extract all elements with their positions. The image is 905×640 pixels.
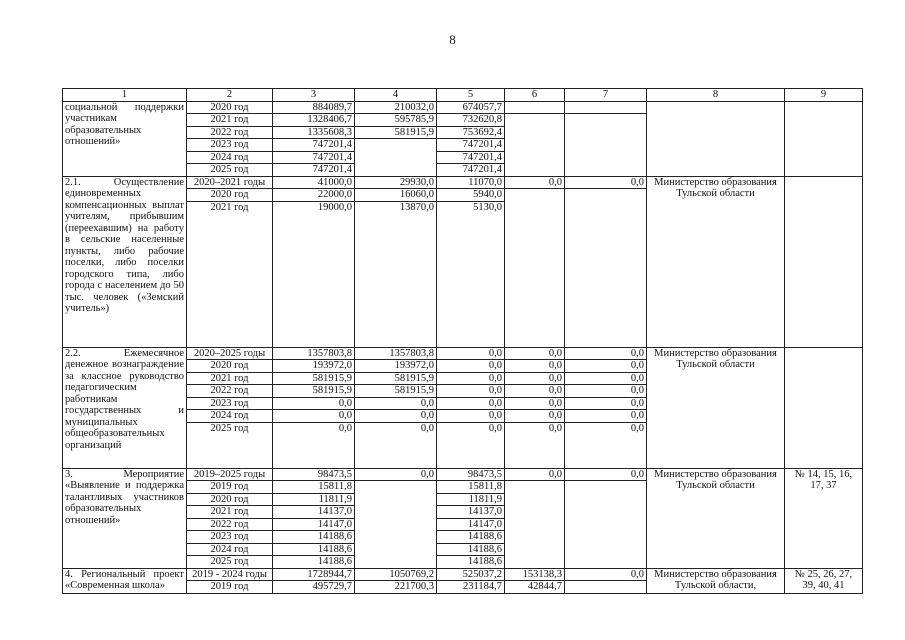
responsible-cell: Министерство образования Тульской области, bbox=[647, 568, 785, 593]
total-cell: 14147,0 bbox=[273, 518, 355, 531]
indicator-cell bbox=[785, 347, 863, 468]
regional-cell: 0,0 bbox=[437, 372, 505, 385]
total-cell: 41000,0 bbox=[273, 176, 355, 189]
federal-cell: 0,0 bbox=[355, 410, 437, 423]
total-cell: 0,0 bbox=[273, 397, 355, 410]
local-cell: 42844,7 bbox=[505, 581, 565, 594]
year-cell: 2025 год bbox=[187, 556, 273, 569]
activity-description: 4. Региональный проект «Современная школа» bbox=[63, 568, 187, 593]
local-cell bbox=[505, 101, 565, 114]
other-cell: 0,0 bbox=[565, 372, 647, 385]
activity-description: 2.2. Ежемесячное денежное вознаграждение за классное руководство педагогическим работникам государственных и муниципальных общеобразовательных организаций bbox=[63, 347, 187, 468]
responsible-cell: Министерство образования Тульской области bbox=[647, 176, 785, 347]
federal-cell: 595785,9 bbox=[355, 114, 437, 127]
local-cell: 0,0 bbox=[505, 385, 565, 398]
total-cell: 19000,0 bbox=[273, 201, 355, 347]
regional-cell: 0,0 bbox=[437, 347, 505, 360]
header-cell: 9 bbox=[785, 89, 863, 102]
federal-cell: 1050769,2 bbox=[355, 568, 437, 581]
total-cell: 747201,4 bbox=[273, 151, 355, 164]
empty-cell bbox=[273, 434, 355, 468]
year-cell: 2021 год bbox=[187, 201, 273, 347]
indicator-cell bbox=[785, 101, 863, 176]
header-cell: 7 bbox=[565, 89, 647, 102]
regional-cell: 14188,6 bbox=[437, 531, 505, 544]
total-cell: 14188,6 bbox=[273, 543, 355, 556]
regional-cell: 747201,4 bbox=[437, 151, 505, 164]
indicator-cell bbox=[785, 176, 863, 347]
year-cell: 2022 год bbox=[187, 518, 273, 531]
federal-cell: 581915,9 bbox=[355, 126, 437, 139]
regional-cell: 525037,2 bbox=[437, 568, 505, 581]
activity-description: социальной поддержки участникам образовательных отношений» bbox=[63, 101, 187, 176]
total-cell: 1328406,7 bbox=[273, 114, 355, 127]
local-cell: 0,0 bbox=[505, 360, 565, 373]
total-cell: 581915,9 bbox=[273, 385, 355, 398]
regional-cell: 231184,7 bbox=[437, 581, 505, 594]
year-cell: 2025 год bbox=[187, 422, 273, 434]
total-cell: 98473,5 bbox=[273, 468, 355, 481]
regional-cell: 0,0 bbox=[437, 397, 505, 410]
other-cell: 0,0 bbox=[565, 410, 647, 423]
other-cell bbox=[565, 101, 647, 114]
regional-cell: 14147,0 bbox=[437, 518, 505, 531]
year-cell: 2020 год bbox=[187, 360, 273, 373]
indicator-cell: № 14, 15, 16, 17, 37 bbox=[785, 468, 863, 568]
regional-cell: 0,0 bbox=[437, 410, 505, 423]
year-cell: 2020 год bbox=[187, 189, 273, 202]
total-cell: 747201,4 bbox=[273, 139, 355, 152]
regional-cell: 11070,0 bbox=[437, 176, 505, 189]
other-cell: 0,0 bbox=[565, 385, 647, 398]
total-cell: 0,0 bbox=[273, 422, 355, 434]
regional-cell: 5940,0 bbox=[437, 189, 505, 202]
table-row bbox=[63, 568, 863, 581]
total-cell: 22000,0 bbox=[273, 189, 355, 202]
empty-cell bbox=[505, 434, 565, 468]
total-cell: 747201,4 bbox=[273, 164, 355, 177]
regional-cell: 14188,6 bbox=[437, 556, 505, 569]
indicator-cell: № 25, 26, 27, 39, 40, 41 bbox=[785, 568, 863, 593]
regional-cell: 15811,8 bbox=[437, 481, 505, 494]
budget-table bbox=[62, 88, 863, 594]
year-cell: 2019 год bbox=[187, 581, 273, 594]
year-cell: 2019–2025 годы bbox=[187, 468, 273, 481]
header-row bbox=[63, 89, 863, 102]
federal-cell: 0,0 bbox=[355, 397, 437, 410]
year-cell: 2024 год bbox=[187, 410, 273, 423]
responsible-cell: Министерство образования Тульской области bbox=[647, 347, 785, 468]
year-cell: 2024 год bbox=[187, 543, 273, 556]
year-cell: 2021 год bbox=[187, 506, 273, 519]
table-row bbox=[63, 101, 863, 114]
header-cell: 1 bbox=[63, 89, 187, 102]
local-cell: 0,0 bbox=[505, 422, 565, 434]
federal-cell: 16060,0 bbox=[355, 189, 437, 202]
federal-cell: 1357803,8 bbox=[355, 347, 437, 360]
other-cell bbox=[565, 114, 647, 177]
regional-cell: 0,0 bbox=[437, 360, 505, 373]
total-cell: 14188,6 bbox=[273, 556, 355, 569]
regional-cell: 14188,6 bbox=[437, 543, 505, 556]
federal-cell: 13870,0 bbox=[355, 201, 437, 347]
empty-cell bbox=[437, 434, 505, 468]
header-cell: 2 bbox=[187, 89, 273, 102]
federal-cell: 221700,3 bbox=[355, 581, 437, 594]
header-cell: 8 bbox=[647, 89, 785, 102]
total-cell: 1357803,8 bbox=[273, 347, 355, 360]
federal-cell: 581915,9 bbox=[355, 372, 437, 385]
regional-cell: 732620,8 bbox=[437, 114, 505, 127]
year-cell: 2022 год bbox=[187, 385, 273, 398]
local-cell: 0,0 bbox=[505, 410, 565, 423]
regional-cell: 14137,0 bbox=[437, 506, 505, 519]
other-cell: 0,0 bbox=[565, 568, 647, 581]
regional-cell: 747201,4 bbox=[437, 164, 505, 177]
year-cell: 2023 год bbox=[187, 139, 273, 152]
total-cell: 15811,8 bbox=[273, 481, 355, 494]
year-cell: 2025 год bbox=[187, 164, 273, 177]
other-cell: 0,0 bbox=[565, 360, 647, 373]
regional-cell: 747201,4 bbox=[437, 139, 505, 152]
year-cell: 2020–2025 годы bbox=[187, 347, 273, 360]
local-cell bbox=[505, 189, 565, 348]
other-cell bbox=[565, 581, 647, 594]
federal-cell bbox=[355, 139, 437, 177]
activity-description: 3. Мероприятие «Выявление и поддержка талантливых участников образовательных отношений» bbox=[63, 468, 187, 568]
year-cell: 2019 - 2024 годы bbox=[187, 568, 273, 581]
empty-cell bbox=[187, 434, 273, 468]
year-cell: 2020 год bbox=[187, 101, 273, 114]
total-cell: 14137,0 bbox=[273, 506, 355, 519]
federal-cell: 193972,0 bbox=[355, 360, 437, 373]
other-cell: 0,0 bbox=[565, 176, 647, 189]
federal-cell: 0,0 bbox=[355, 468, 437, 481]
local-cell bbox=[505, 114, 565, 177]
header-cell: 6 bbox=[505, 89, 565, 102]
year-cell: 2021 год bbox=[187, 372, 273, 385]
total-cell: 14188,6 bbox=[273, 531, 355, 544]
local-cell: 0,0 bbox=[505, 176, 565, 189]
table-row bbox=[63, 468, 863, 481]
total-cell: 0,0 bbox=[273, 410, 355, 423]
regional-cell: 0,0 bbox=[437, 385, 505, 398]
year-cell: 2020–2021 годы bbox=[187, 176, 273, 189]
local-cell: 0,0 bbox=[505, 468, 565, 481]
total-cell: 11811,9 bbox=[273, 493, 355, 506]
other-cell: 0,0 bbox=[565, 422, 647, 434]
local-cell: 0,0 bbox=[505, 347, 565, 360]
year-cell: 2022 год bbox=[187, 126, 273, 139]
other-cell: 0,0 bbox=[565, 347, 647, 360]
other-cell bbox=[565, 481, 647, 569]
year-cell: 2021 год bbox=[187, 114, 273, 127]
regional-cell: 753692,4 bbox=[437, 126, 505, 139]
regional-cell: 98473,5 bbox=[437, 468, 505, 481]
header-cell: 3 bbox=[273, 89, 355, 102]
activity-description: 2.1. Осуществление единовременных компенсационных выплат учителям, прибывшим (переехавшим) на работу в сельские населенные пункты, либо рабочие поселки, либо поселки городского типа, либо города с населением до 50 тыс. человек («Земский учитель») bbox=[63, 176, 187, 347]
local-cell: 0,0 bbox=[505, 397, 565, 410]
total-cell: 1728944,7 bbox=[273, 568, 355, 581]
table-row bbox=[63, 176, 863, 189]
local-cell bbox=[505, 481, 565, 569]
local-cell: 0,0 bbox=[505, 372, 565, 385]
total-cell: 581915,9 bbox=[273, 372, 355, 385]
year-cell: 2023 год bbox=[187, 531, 273, 544]
other-cell: 0,0 bbox=[565, 397, 647, 410]
total-cell: 495729,7 bbox=[273, 581, 355, 594]
year-cell: 2023 год bbox=[187, 397, 273, 410]
regional-cell: 674057,7 bbox=[437, 101, 505, 114]
federal-cell: 0,0 bbox=[355, 422, 437, 434]
regional-cell: 5130,0 bbox=[437, 201, 505, 347]
federal-cell: 210032,0 bbox=[355, 101, 437, 114]
empty-cell bbox=[355, 434, 437, 468]
responsible-cell: Министерство образования Тульской области bbox=[647, 468, 785, 568]
regional-cell: 11811,9 bbox=[437, 493, 505, 506]
table-row bbox=[63, 347, 863, 360]
total-cell: 193972,0 bbox=[273, 360, 355, 373]
year-cell: 2019 год bbox=[187, 481, 273, 494]
year-cell: 2024 год bbox=[187, 151, 273, 164]
year-cell: 2020 год bbox=[187, 493, 273, 506]
header-cell: 5 bbox=[437, 89, 505, 102]
header-cell: 4 bbox=[355, 89, 437, 102]
other-cell bbox=[565, 189, 647, 348]
federal-cell: 581915,9 bbox=[355, 385, 437, 398]
total-cell: 1335608,3 bbox=[273, 126, 355, 139]
federal-cell bbox=[355, 481, 437, 569]
page-number: 8 bbox=[449, 32, 456, 47]
regional-cell: 0,0 bbox=[437, 422, 505, 434]
local-cell: 153138,3 bbox=[505, 568, 565, 581]
total-cell: 884089,7 bbox=[273, 101, 355, 114]
federal-cell: 29930,0 bbox=[355, 176, 437, 189]
empty-cell bbox=[565, 434, 647, 468]
other-cell: 0,0 bbox=[565, 468, 647, 481]
responsible-cell bbox=[647, 101, 785, 176]
